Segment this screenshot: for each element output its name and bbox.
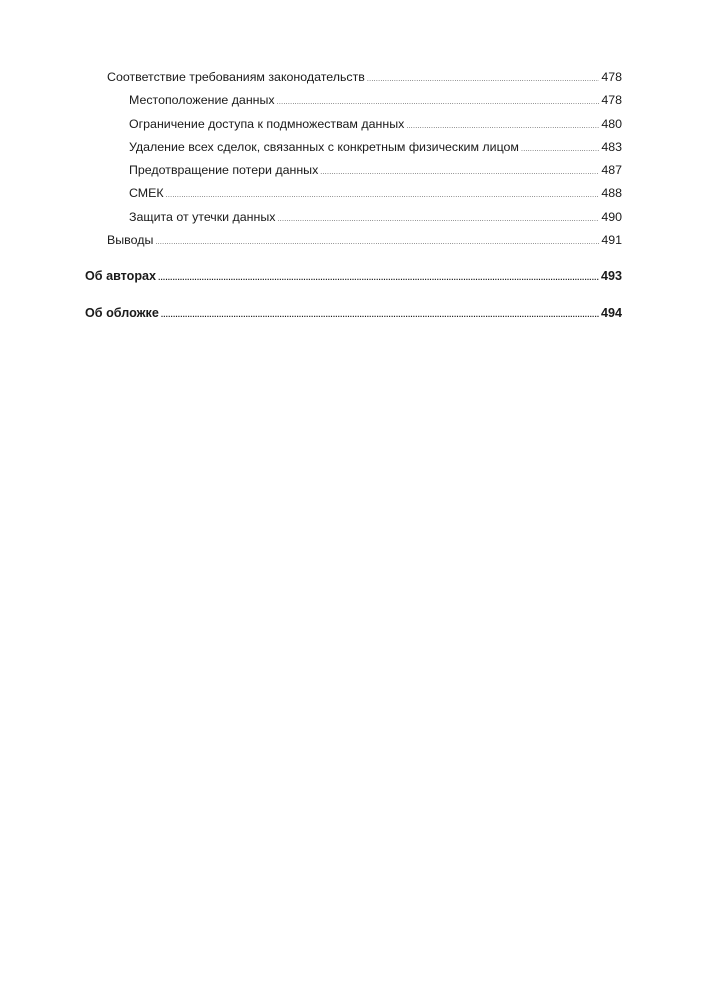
table-of-contents	[85, 66, 622, 332]
toc-entry-page-number: 480	[601, 116, 622, 131]
toc-entry-about-cover[interactable]	[85, 295, 622, 332]
toc-entry-data-location[interactable]	[85, 89, 622, 112]
toc-entry-page-number: 478	[601, 70, 622, 84]
toc-dot-leader	[155, 231, 599, 254]
toc-dot-leader	[367, 68, 599, 91]
toc-entry-cmek[interactable]	[85, 182, 622, 205]
toc-entry-title: СМЕК	[129, 186, 164, 201]
toc-entry-conclusions[interactable]	[85, 229, 622, 252]
toc-dot-leader	[521, 138, 599, 161]
toc-entry-transaction-deletion[interactable]	[85, 136, 622, 159]
toc-entry-title: Местоположение данных	[129, 93, 275, 108]
toc-dot-leader	[277, 208, 599, 231]
toc-entry-page-number: 491	[601, 233, 622, 248]
toc-entry-page-number: 483	[601, 139, 622, 154]
toc-entry-page-number: 488	[601, 186, 622, 201]
toc-entry-title: Об обложке	[85, 306, 159, 321]
toc-entry-about-authors[interactable]	[85, 258, 622, 295]
toc-dot-leader	[320, 161, 599, 184]
toc-entry-title: Соответствие требованиям законодательств	[107, 70, 365, 84]
toc-entry-page-number: 490	[601, 209, 622, 224]
toc-dot-leader	[166, 184, 600, 207]
toc-entry-title: Предотвращение потери данных	[129, 163, 319, 178]
toc-entry-title: Защита от утечки данных	[129, 209, 276, 224]
toc-entry-page-number: 487	[601, 163, 622, 178]
toc-entry-data-loss-prevention[interactable]	[85, 159, 622, 182]
toc-entry-page-number: 494	[600, 306, 622, 321]
toc-dot-leader	[161, 296, 599, 333]
toc-entry-title: Ограничение доступа к подмножествам данных	[129, 116, 405, 131]
toc-entry-access-restriction[interactable]	[85, 113, 622, 136]
toc-dot-leader	[406, 115, 599, 138]
toc-entry-data-leak-protection[interactable]	[85, 206, 622, 229]
toc-entry-title: Об авторах	[85, 269, 157, 284]
toc-dot-leader	[277, 91, 600, 114]
toc-entry-compliance[interactable]	[85, 66, 622, 89]
toc-entry-page-number: 478	[601, 93, 622, 108]
toc-dot-leader	[158, 259, 599, 296]
toc-entry-title: Выводы	[107, 233, 154, 248]
toc-entry-page-number: 493	[600, 269, 622, 284]
toc-entry-title: Удаление всех сделок, связанных с конкретным физическим лицом	[129, 139, 519, 154]
